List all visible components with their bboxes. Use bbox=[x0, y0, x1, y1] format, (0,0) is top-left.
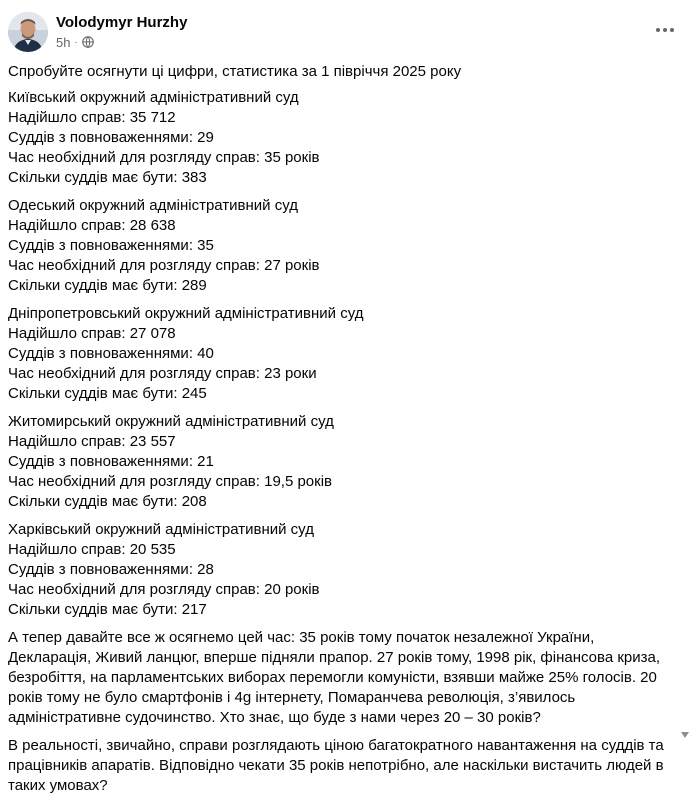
court-time: Час необхідний для розгляду справ: 35 років bbox=[8, 149, 320, 166]
court-block bbox=[8, 88, 678, 188]
court-block bbox=[8, 520, 678, 620]
intro-text: Спробуйте осягнути ці цифри, статистика за 1 півріччя 2025 року bbox=[8, 63, 462, 80]
author-name[interactable]: Volodymyr Hurzhy bbox=[56, 14, 188, 31]
avatar-image bbox=[8, 12, 48, 52]
court-time: Час необхідний для розгляду справ: 23 роки bbox=[8, 365, 317, 382]
court-name: Харківський окружний адміністративний суд bbox=[8, 521, 314, 538]
court-name: Київський окружний адміністративний суд bbox=[8, 89, 299, 106]
court-time: Час необхідний для розгляду справ: 20 років bbox=[8, 581, 320, 598]
more-options-icon[interactable] bbox=[649, 18, 681, 42]
court-judges: Суддів з повноваженнями: 21 bbox=[8, 453, 214, 470]
court-judges: Суддів з повноваженнями: 40 bbox=[8, 345, 214, 362]
court-cases: Надійшло справ: 27 078 bbox=[8, 325, 176, 342]
court-block bbox=[8, 304, 678, 404]
court-cases: Надійшло справ: 28 638 bbox=[8, 217, 176, 234]
court-needed: Скільки суддів має бути: 208 bbox=[8, 493, 207, 510]
court-needed: Скільки суддів має бути: 383 bbox=[8, 169, 207, 186]
court-name: Житомирський окружний адміністративний суд bbox=[8, 413, 334, 430]
globe-icon[interactable] bbox=[82, 36, 94, 48]
paragraph-reality: В реальності, звичайно, справи розглядають ціною багатократного навантаження на суддів та працівників апаратів. Відповідно чекати 35 років непотрібно, але наскільки вистачить людей в таких умовах? bbox=[8, 737, 664, 794]
post-text bbox=[8, 62, 678, 804]
court-judges: Суддів з повноваженнями: 29 bbox=[8, 129, 214, 146]
scrollbar-arrow-icon[interactable] bbox=[681, 732, 689, 742]
paragraph-history: А тепер давайте все ж осягнемо цей час: 35 років тому початок незалежної України, Декларація, Живий ланцюг, вперше підняли прапор. 27 років тому, 1998 рік, фінансова криза, безробіття, на парламентських виборах перемогли комуністи, взявши майже 25% голосів. 20 років тому не було смартфонів і 4g інтернету, Помаранчева революція, з’явилось адміністративне судочинство. Хто знає, що буде з нами через 20 – 30 років? bbox=[8, 629, 661, 726]
post-header bbox=[8, 12, 691, 56]
court-cases: Надійшло справ: 23 557 bbox=[8, 433, 176, 450]
court-judges: Суддів з повноваженнями: 35 bbox=[8, 237, 214, 254]
court-time: Час необхідний для розгляду справ: 19,5 років bbox=[8, 473, 333, 490]
avatar[interactable] bbox=[8, 12, 48, 52]
post-time[interactable]: 5h bbox=[56, 34, 71, 50]
separator-dot: · bbox=[74, 36, 78, 48]
court-block bbox=[8, 412, 678, 512]
court-needed: Скільки суддів має бути: 289 bbox=[8, 277, 207, 294]
court-name: Одеський окружний адміністративний суд bbox=[8, 197, 298, 214]
court-block bbox=[8, 196, 678, 296]
court-judges: Суддів з повноваженнями: 28 bbox=[8, 561, 214, 578]
post-meta bbox=[56, 34, 94, 50]
court-needed: Скільки суддів має бути: 217 bbox=[8, 601, 207, 618]
court-time: Час необхідний для розгляду справ: 27 років bbox=[8, 257, 320, 274]
court-needed: Скільки суддів має бути: 245 bbox=[8, 385, 207, 402]
court-name: Дніпропетровський окружний адміністративний суд bbox=[8, 305, 364, 322]
court-cases: Надійшло справ: 35 712 bbox=[8, 109, 176, 126]
court-cases: Надійшло справ: 20 535 bbox=[8, 541, 176, 558]
